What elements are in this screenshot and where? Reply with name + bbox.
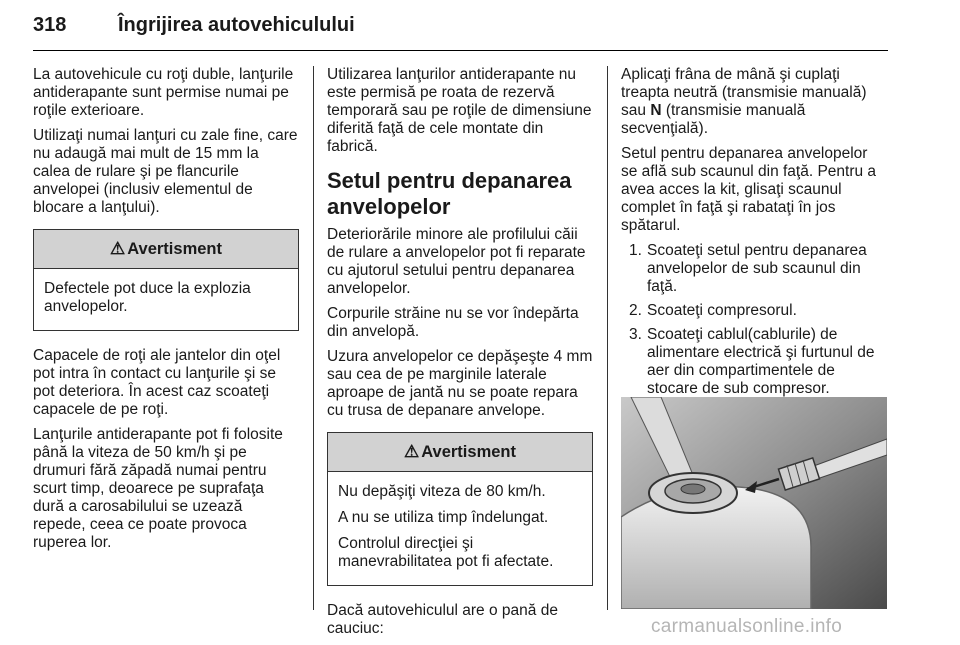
paragraph: Setul pentru depanarea anvelopelor se află sub scaunul din faţă. Pentru a avea acces la kit, glisaţi scaunul complet în faţă şi rabataţi în jos spătarul. <box>621 145 877 234</box>
paragraph: Aplicaţi frâna de mână şi cuplaţi treapta neutră (transmisie manuală) sau N (transmisie manuală secvenţială). <box>621 66 867 137</box>
paragraph: Utilizaţi numai lanţuri cu zale fine, care nu adaugă mai mult de 15 mm la calea de rulare şi pe flancurile anvelopei (inclusiv elementul de blocare a lanţului). <box>33 127 298 216</box>
paragraph: Lanţurile antiderapante pot fi folosite până la viteza de 50 km/h şi pe drumuri fără zăpadă numai pentru scurt timp, deoarece pe suprafaţa dură a carosabilului se uzează repede, ceea ce poate provoca ruperea lor. <box>33 426 283 551</box>
column-divider-1 <box>313 66 314 610</box>
warning-body <box>328 472 592 585</box>
steps-list <box>621 242 887 398</box>
section-heading: Setul pentru depanarea anvelopelor <box>327 168 572 219</box>
warning-body <box>34 269 298 330</box>
warning-box <box>33 229 299 331</box>
warning-triangle-icon: ⚠ <box>403 442 420 461</box>
step-number: 1. <box>629 242 642 259</box>
column-2 <box>327 66 593 645</box>
step-number: 3. <box>629 326 642 343</box>
list-item <box>621 242 887 296</box>
list-item <box>621 302 887 320</box>
paragraph: Deteriorările minore ale profilului căii de rulare a anvelopelor pot fi reparate cu ajutorul setului pentru depanarea anvelopelor. <box>327 226 586 297</box>
paragraph: Corpurile străine nu se vor îndepărta din anvelopă. <box>327 305 579 340</box>
warning-text: Controlul direcţiei şi manevrabilitatea pot fi afectate. <box>338 535 554 570</box>
warning-title: Avertisment <box>421 443 516 461</box>
paragraph: Dacă autovehiculul are o pană de cauciuc: <box>327 602 558 637</box>
header-divider <box>33 50 888 51</box>
warning-triangle-icon: ⚠ <box>109 239 126 258</box>
paragraph: Uzura anvelopelor ce depăşeşte 4 mm sau cea de pe marginile laterale aproape de jantă nu se poate repara cu trusa de depanare anvelope. <box>327 348 593 419</box>
page-title: Îngrijirea autovehiculului <box>118 14 355 36</box>
valve-opening <box>681 484 705 494</box>
paragraph: Utilizarea lanţurilor antiderapante nu este permisă pe roata de rezervă temporară sau pe roţile de dimensiune diferită faţă de cele montate din fabrică. <box>327 66 592 155</box>
column-divider-2 <box>607 66 608 610</box>
warning-box <box>327 432 593 586</box>
warning-header <box>34 230 298 269</box>
page-header <box>33 14 888 50</box>
page-number: 318 <box>33 14 67 36</box>
watermark: carmanualsonline.info <box>651 616 843 637</box>
warning-text: Nu depăşiţi viteza de 80 km/h. <box>338 483 546 500</box>
step-number: 2. <box>629 302 642 319</box>
paragraph: Capacele de roţi ale jantelor din oţel pot intra în contact cu lanţurile şi se pot deteriora. În acest caz scoateţi capacele de pe roţi. <box>33 347 281 418</box>
column-1 <box>33 66 299 559</box>
column-3 <box>621 66 887 404</box>
paragraph: La autovehicule cu roţi duble, lanţurile antiderapante sunt permise numai pe roţile exterioare. <box>33 66 294 119</box>
warning-title: Avertisment <box>127 240 222 258</box>
warning-header <box>328 433 592 472</box>
gear-symbol: N <box>650 102 662 119</box>
step-text: Scoateţi cablul(cablurile) de alimentare electrică şi furtunul de aer din compartimentele de stocare de sub compresor. <box>647 326 875 397</box>
step-text: Scoateţi setul pentru depanarea anvelopelor de sub scaunul din faţă. <box>647 242 867 295</box>
step-text: Scoateţi compresorul. <box>647 302 797 319</box>
warning-text: A nu se utiliza timp îndelungat. <box>338 509 549 526</box>
list-item <box>621 326 887 398</box>
compressor-illustration <box>621 397 887 609</box>
warning-text: Defectele pot duce la explozia anvelopelor. <box>44 280 251 315</box>
